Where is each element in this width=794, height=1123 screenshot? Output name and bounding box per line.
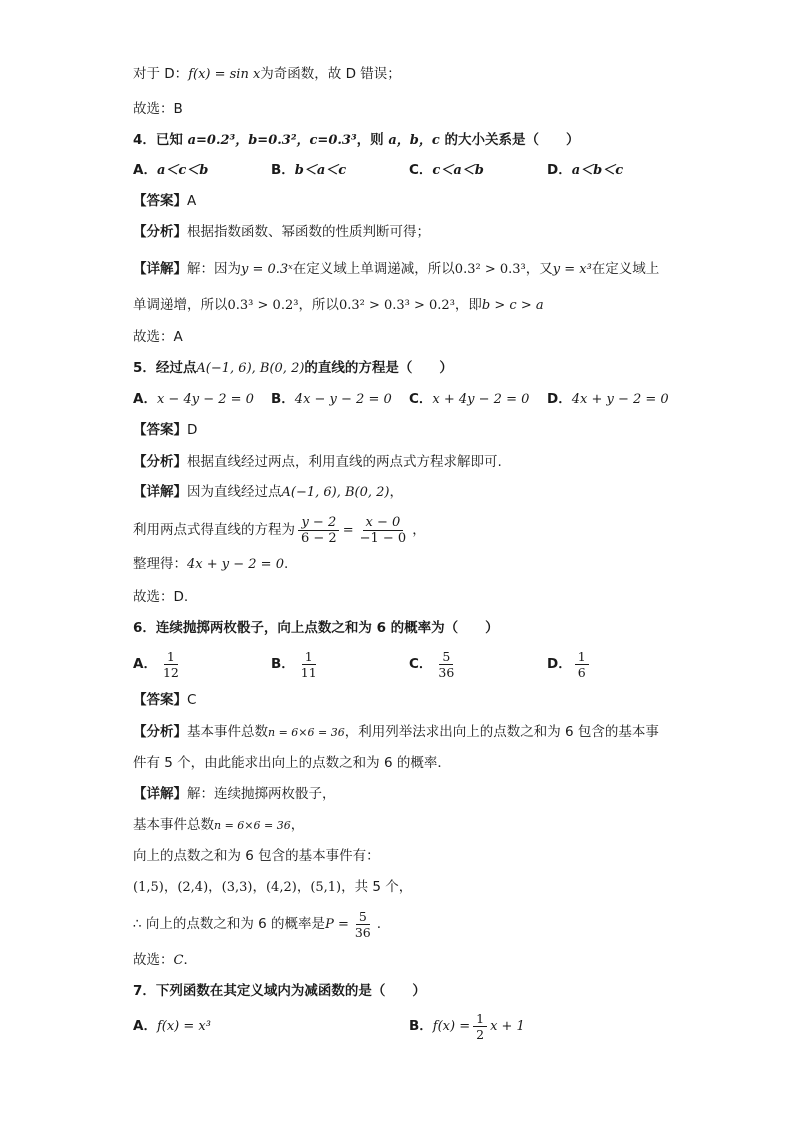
fraction [352, 909, 374, 940]
question-5-option-b [271, 389, 392, 410]
math-expression: 0.3² > 0.3³ > 0.2³ [338, 298, 455, 313]
text: ， [296, 879, 311, 895]
math-expression: A(−1, 6), B(0, 2) [196, 361, 305, 376]
question-5-detail-line-2 [133, 512, 426, 549]
text: 故选：D. [133, 589, 189, 605]
fraction-numerator: 1 [302, 649, 316, 665]
question-4-choose [133, 327, 183, 347]
text: 7．下列函数在其定义域内为减函数的是（ ） [133, 983, 426, 999]
math-expression: (5,1) [310, 880, 342, 895]
question-7-option-a [133, 1016, 211, 1037]
text: ，则 [356, 132, 389, 148]
question-4-option-d [547, 160, 623, 181]
option-label: A． [133, 1018, 157, 1034]
text: ，共 5 个， [341, 879, 413, 895]
fraction [357, 515, 410, 546]
text: 故选： [133, 952, 174, 968]
analysis-tag: 【分析】 [133, 454, 187, 470]
text: 在定义域上单调递减，所以 [292, 261, 455, 277]
text: ， [389, 484, 403, 500]
option-label: B． [271, 656, 295, 672]
fraction [160, 649, 182, 680]
text: ，所以 [298, 297, 339, 313]
fraction-denominator: 36 [354, 924, 371, 940]
option-value: x + 4y − 2 = 0 [432, 392, 530, 407]
question-5-option-c [409, 389, 529, 410]
text: 故选：B [133, 101, 183, 117]
question-6-detail-line-2 [133, 815, 304, 836]
fraction-numerator: 1 [473, 1011, 487, 1027]
equals-sign: = [342, 523, 354, 538]
text: 为奇函数，故 D 错误； [260, 66, 401, 82]
question-6-analysis-line-1 [133, 722, 659, 743]
question-5-analysis [133, 452, 502, 472]
text-line [133, 99, 183, 119]
text: 对于 D： [133, 66, 189, 82]
text: 的直线的方程是（ ） [304, 360, 453, 376]
option-value: 4x − y − 2 = 0 [294, 392, 392, 407]
option-value: a＜c＜b [156, 163, 209, 178]
detail-tag: 【详解】 [133, 484, 187, 500]
question-4-analysis [133, 222, 430, 242]
option-value: x + 1 [490, 1019, 525, 1034]
text: ，即 [454, 297, 482, 313]
answer-tag: 【答案】 [133, 692, 187, 708]
option-label: A． [133, 162, 157, 178]
question-4-detail-line-2 [133, 295, 544, 316]
option-label: C． [409, 656, 433, 672]
text: 解：因为 [187, 261, 241, 277]
text: ， [412, 522, 426, 538]
option-label: A． [133, 656, 157, 672]
question-6-detail-line-5 [133, 906, 381, 943]
math-expression: C [173, 953, 184, 968]
question-6-option-d [547, 646, 592, 682]
option-value: x − 4y − 2 = 0 [156, 392, 254, 407]
text: 件有 5 个，由此能求出向上的点数之和为 6 的概率． [133, 755, 451, 771]
text: ， [290, 817, 305, 833]
text: 单调递增，所以 [133, 297, 228, 313]
math-expression: y = x³ [552, 262, 592, 277]
option-value: b＜a＜c [294, 163, 347, 178]
fraction-numerator: y − 2 [298, 515, 339, 531]
math-expression: f(x) = sin x [188, 67, 261, 82]
detail-tag: 【详解】 [133, 261, 187, 277]
detail-tag: 【详解】 [133, 786, 187, 802]
question-6-answer [133, 690, 196, 710]
text: . [283, 556, 289, 572]
question-5-detail-line-3 [133, 554, 288, 575]
text: ，利用列举法求出向上的点数之和为 6 包含的基本事 [344, 724, 659, 740]
answer-tag: 【答案】 [133, 422, 187, 438]
text: 故选：A [133, 329, 183, 345]
fraction [298, 515, 340, 546]
question-6-option-a [133, 646, 185, 682]
fraction-numerator: 1 [164, 649, 178, 665]
option-label: A． [133, 391, 157, 407]
option-label: B． [271, 391, 295, 407]
text: 基本事件总数 [133, 817, 214, 833]
fraction-numerator: 5 [356, 909, 370, 925]
math-expression: (4,2) [265, 880, 297, 895]
math-expression: a=0.2³，b=0.3²，c=0.3³ [187, 133, 357, 148]
question-4-stem [133, 130, 579, 151]
question-7-option-b [409, 1008, 525, 1045]
math-expression: (2,4) [177, 880, 209, 895]
option-value: f(x) = [432, 1019, 471, 1034]
question-4-detail-line-1 [133, 259, 659, 280]
math-expression: n = 6×6 = 36 [268, 726, 345, 739]
analysis-tag: 【分析】 [133, 224, 187, 240]
fraction-denominator: 6 − 2 [301, 530, 337, 546]
option-value: 4x + y − 2 = 0 [571, 392, 669, 407]
option-label: C． [409, 162, 433, 178]
math-expression: y = 0.3ˣ [241, 262, 293, 277]
question-6-option-b [271, 646, 323, 682]
question-4-option-a [133, 160, 208, 181]
question-5-stem [133, 358, 453, 379]
question-5-option-a [133, 389, 254, 410]
question-6-detail-line-4 [133, 877, 412, 898]
option-label: D． [547, 391, 572, 407]
fraction-denominator: 6 [577, 664, 586, 680]
answer-tag: 【答案】 [133, 193, 187, 209]
option-label: D． [547, 162, 572, 178]
text: 6．连续抛掷两枚骰子，向上点数之和为 6 的概率为（ ） [133, 620, 499, 636]
fraction-numerator: 5 [439, 649, 453, 665]
question-4-option-b [271, 160, 346, 181]
fraction [435, 649, 457, 680]
question-7-stem [133, 981, 426, 1001]
analysis-tag: 【分析】 [133, 724, 187, 740]
math-expression: A(−1, 6), B(0, 2) [281, 485, 390, 500]
fraction-denominator: 12 [162, 664, 179, 680]
question-6-detail-line-3 [133, 846, 380, 866]
option-value: f(x) = x³ [156, 1019, 211, 1034]
question-4-answer [133, 191, 196, 211]
question-5-detail-line-1 [133, 482, 403, 503]
option-value: a＜b＜c [571, 163, 624, 178]
math-expression: b > c > a [481, 298, 544, 313]
text: 因为直线经过点 [187, 484, 282, 500]
option-label: B． [271, 162, 295, 178]
text: 利用两点式得直线的方程为 [133, 522, 295, 538]
math-expression: 4x + y − 2 = 0 [187, 557, 284, 572]
math-expression: n = 6×6 = 36 [214, 819, 291, 832]
fraction [575, 649, 589, 680]
text: ，又 [525, 261, 553, 277]
question-6-stem [133, 618, 499, 638]
fraction-numerator: 1 [575, 649, 589, 665]
text: ， [208, 879, 222, 895]
question-4-option-c [409, 160, 484, 181]
text: ∴ 向上的点数之和为 6 的概率是 [133, 916, 326, 932]
answer-value: D [187, 422, 198, 438]
question-6-detail-line-1 [133, 784, 336, 804]
text: 的大小关系是（ ） [439, 132, 580, 148]
text: ． [183, 952, 197, 968]
math-expression: 0.3² > 0.3³ [454, 262, 526, 277]
text: 5．经过点 [133, 360, 197, 376]
text: 在定义域上 [591, 261, 660, 277]
math-expression: (1,5) [133, 880, 164, 895]
text: 整理得： [133, 556, 187, 572]
answer-value: A [187, 193, 197, 209]
text: 4．已知 [133, 132, 188, 148]
analysis-text: 根据指数函数、幂函数的性质判断可得； [187, 224, 430, 240]
question-5-choose [133, 587, 188, 607]
option-label: D． [547, 656, 572, 672]
math-expression: 0.3³ > 0.2³ [227, 298, 299, 313]
text: 向上的点数之和为 6 包含的基本事件有： [133, 848, 380, 864]
question-6-option-c [409, 646, 460, 682]
fraction-denominator: 11 [300, 664, 317, 680]
option-label: C． [409, 391, 433, 407]
fraction-denominator: −1 − 0 [359, 530, 407, 546]
text: ， [252, 879, 266, 895]
text: ， [163, 879, 178, 895]
text: 基本事件总数 [187, 724, 268, 740]
text: . [376, 916, 382, 932]
fraction [298, 649, 320, 680]
text-line [133, 64, 401, 85]
fraction [473, 1011, 487, 1042]
analysis-text: 根据直线经过两点，利用直线的两点式方程求解即可. [187, 454, 502, 470]
text: 解：连续抛掷两枚骰子， [187, 786, 336, 802]
answer-value: C [187, 692, 197, 708]
math-expression: P = [325, 917, 349, 932]
fraction-denominator: 36 [438, 664, 455, 680]
question-5-answer [133, 420, 197, 440]
math-expression: (3,3) [221, 880, 253, 895]
question-6-choose [133, 950, 197, 971]
fraction-numerator: x − 0 [363, 515, 404, 531]
question-5-option-d [547, 389, 669, 410]
option-label: B． [409, 1018, 433, 1034]
question-6-analysis-line-2 [133, 753, 451, 773]
math-expression: a，b，c [388, 133, 440, 148]
fraction-denominator: 2 [476, 1026, 485, 1042]
option-value: c＜a＜b [432, 163, 484, 178]
